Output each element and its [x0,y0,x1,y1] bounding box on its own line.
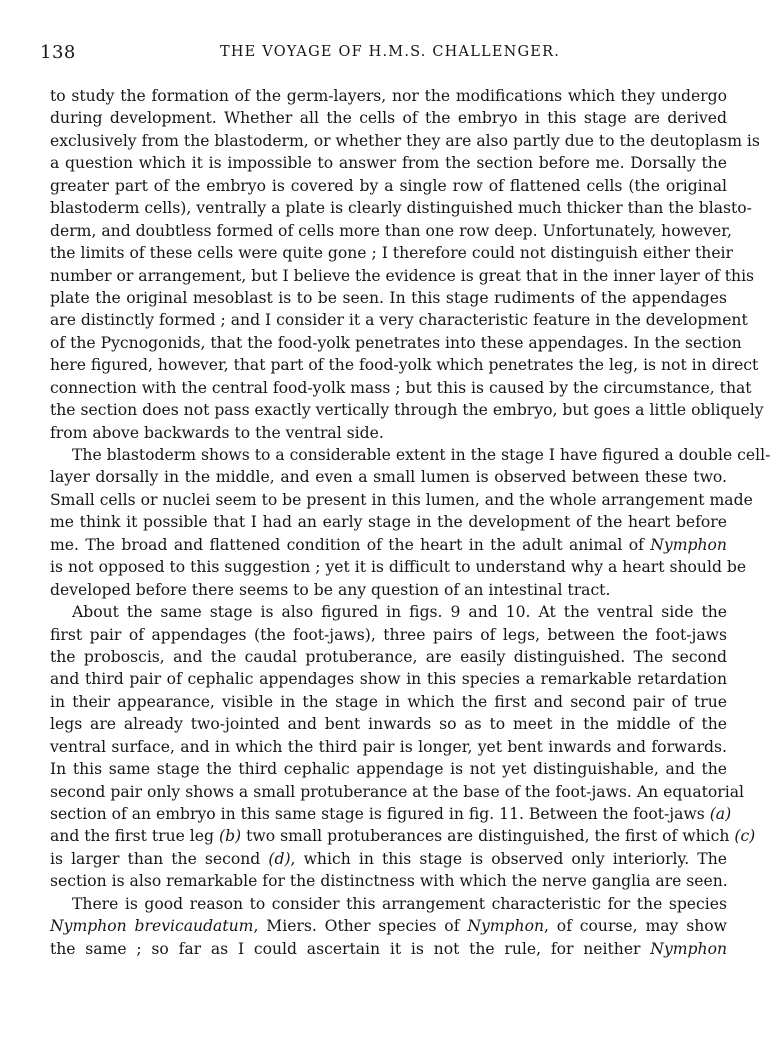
text-line: exclusively from the blastoderm, or whether they are also partly due to the deutoplasm is [50,131,760,150]
text-segment: section of an embryo in this same stage is figured in fig. 11. Between the foot-jaws [50,805,705,823]
text-line: are distinctly formed ; and I consider it a very characteristic feature in the development [50,311,748,330]
text-line: a question which it is impossible to answer from the section before me. Dorsally the [50,154,727,173]
text-line: About the same stage is also figured in figs. 9 and 10. At the ventral side the [72,603,727,622]
text-line: greater part of the embryo is covered by a single row of flattened cells (the original [50,176,727,195]
text-line: second pair only shows a small protuberance at the base of the foot-jaws. An equatorial [50,782,745,801]
text-line: here figured, however, that part of the food-yolk which penetrates the leg, is not in direct [50,356,759,375]
text-line [50,825,756,847]
text-segment: , which in this stage is observed only interiorly. The [290,849,727,868]
italic-term: (d) [268,849,291,868]
text-line: the section does not pass exactly vertically through the embryo, but goes a little obliquely [50,401,764,420]
text-line [50,848,727,870]
text-line: in their appearance, visible in the stage in which the first and second pair of true [50,692,727,711]
text-segment: the same ; so far as I could ascertain it is not the rule, for neither [50,939,641,958]
text-line [50,534,727,556]
italic-term: Nymphon brevicaudatum [50,917,254,936]
italic-term: Nymphon [650,535,727,554]
running-head [40,42,740,68]
text-segment: two small protuberances are distinguished, the first of which [246,827,730,846]
text-line: blastoderm cells), ventrally a plate is clearly distinguished much thicker than the blasto- [50,199,752,218]
text-line: developed before there seems to be any question of an intestinal tract. [50,580,611,599]
text-line: the limits of these cells were quite gone ; I therefore could not distinguish either their [50,244,734,263]
text-line: and third pair of cephalic appendages show in this species a remarkable retardation [50,670,727,689]
text-line [50,915,727,937]
text-line: ventral surface, and in which the third pair is longer, yet bent inwards and forwards. [50,737,727,756]
text-line: the proboscis, and the caudal protuberance, are easily distinguished. The second [50,647,727,666]
text-line: There is good reason to consider this arrangement characteristic for the species [72,894,727,913]
text-line: during development. Whether all the cells of the embryo in this stage are derived [50,109,727,128]
text-line: derm, and doubtless formed of cells more than one row deep. Unfortunately, however, [50,221,732,240]
text-line: first pair of appendages (the foot-jaws), three pairs of legs, between the foot-jaws [50,625,727,644]
text-segment: , of course, may show [544,917,727,936]
text-line [50,803,732,825]
italic-term: Nymphon [650,939,727,958]
text-line: section is also remarkable for the distinctness with which the nerve ganglia are seen. [50,872,728,891]
italic-term: (c) [734,827,756,846]
text-segment: is larger than the second [50,849,261,868]
text-line: to study the formation of the germ-layers, nor the modifications which they undergo [50,87,727,105]
text-line: me think it possible that I had an early stage in the development of the heart before [50,513,727,532]
text-line: is not opposed to this suggestion ; yet it is difficult to understand why a heart should be [50,558,747,577]
text-line: legs are already two-jointed and bent inwards so as to meet in the middle of the [50,715,727,734]
text-line: of the Pycnogonids, that the food-yolk penetrates into these appendages. In the section [50,333,742,352]
text-line: The blastoderm shows to a considerable extent in the stage I have figured a double cell- [72,446,771,464]
italic-term: Nymphon [467,917,545,936]
text-line: number or arrangement, but I believe the evidence is great that in the inner layer of this [50,266,755,285]
italic-term: (b) [218,827,242,846]
text-line: connection with the central food-yolk mass ; but this is caused by the circumstance, that [50,378,752,397]
italic-term: (a) [709,805,732,823]
text-segment: , Miers. Other species of [253,917,460,936]
text-segment: and the first true leg [50,827,215,846]
text-line: Small cells or nuclei seem to be present in this lumen, and the whole arrangement made [50,490,753,509]
text-line [50,938,727,960]
text-line: layer dorsally in the middle, and even a small lumen is observed between these two. [50,468,727,487]
text-segment: me. The broad and flattened condition of the heart in the adult animal of [50,535,644,554]
body-text [50,85,771,960]
running-title: THE VOYAGE OF H.M.S. CHALLENGER. [219,44,561,60]
text-line: plate the original mesoblast is to be seen. In this stage rudiments of the appendages [50,288,727,307]
text-line: In this same stage the third cephalic appendage is not yet distinguishable, and the [50,760,727,779]
page-number: 138 [40,42,76,63]
text-line: from above backwards to the ventral side. [50,423,384,442]
